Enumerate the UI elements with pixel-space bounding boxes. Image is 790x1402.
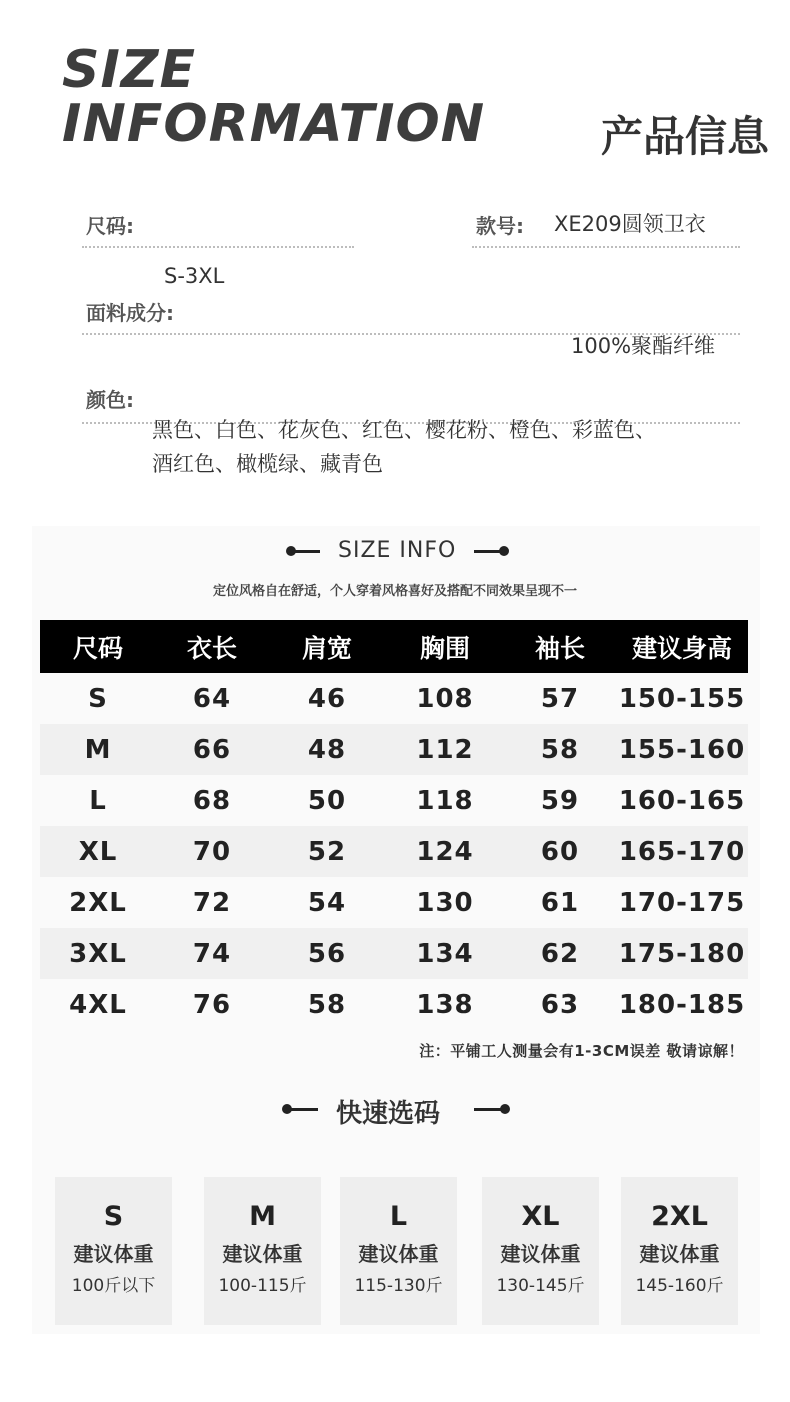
color-values-line1: 黑色、白色、花灰色、红色、樱花粉、橙色、彩蓝色、 <box>152 418 656 442</box>
card-range: 130-145斤 <box>496 1276 585 1296</box>
heading-dot-right <box>499 546 509 556</box>
table-cell: 46 <box>307 683 347 714</box>
table-cell: 62 <box>504 928 616 979</box>
title-cn: 产品信息 <box>601 112 770 161</box>
size-value: S-3XL <box>164 264 225 288</box>
size-info-heading: SIZE INFO <box>338 538 457 563</box>
table-cell: 76 <box>192 989 232 1020</box>
table-cell: M <box>40 724 156 775</box>
table-row <box>40 724 748 775</box>
table-cell: 59 <box>540 785 580 816</box>
fabric-label: 面料成分: <box>86 301 174 325</box>
table-row <box>40 775 748 826</box>
col-header-length: 衣长 <box>156 620 268 673</box>
card-label: 建议体重 <box>222 1242 303 1266</box>
table-cell: 58 <box>504 724 616 775</box>
size-card-m[interactable] <box>204 1177 321 1325</box>
table-cell: 4XL <box>69 989 127 1020</box>
table-cell: 58 <box>307 989 347 1020</box>
table-cell: 130 <box>416 887 474 918</box>
color-label: 颜色: <box>86 388 134 412</box>
table-cell: 61 <box>540 887 580 918</box>
col-header-height: 建议身高 <box>616 620 748 673</box>
table-cell: 118 <box>416 785 474 816</box>
table-cell: 68 <box>192 785 232 816</box>
card-label: 建议体重 <box>500 1242 581 1266</box>
color-values-line2: 酒红色、橄榄绿、藏青色 <box>152 452 383 476</box>
table-cell: 57 <box>540 683 580 714</box>
table-row <box>40 826 748 877</box>
table-cell: 52 <box>268 826 386 877</box>
card-label: 建议体重 <box>73 1242 154 1266</box>
card-range: 145-160斤 <box>635 1276 724 1296</box>
style-value: XE209圆领卫衣 <box>554 212 706 236</box>
table-cell: 56 <box>268 928 386 979</box>
table-cell: 165-170 <box>616 826 748 877</box>
size-card-s[interactable] <box>55 1177 172 1325</box>
table-cell: 50 <box>307 785 347 816</box>
table-cell: S <box>88 683 108 714</box>
size-table-header <box>40 620 748 673</box>
size-label: 尺码: <box>86 214 134 238</box>
table-row <box>40 979 748 1030</box>
card-size: S <box>103 1201 124 1232</box>
card-size: M <box>249 1201 276 1232</box>
card-size: L <box>389 1201 408 1232</box>
card-range: 115-130斤 <box>354 1276 443 1296</box>
size-info-subtitle: 定位风格自在舒适，个人穿着风格喜好及搭配不同效果呈现不一 <box>212 584 577 599</box>
card-range: 100-115斤 <box>218 1276 307 1296</box>
table-cell: 54 <box>307 887 347 918</box>
title-line-information: INFORMATION <box>62 94 486 154</box>
card-size: XL <box>521 1201 560 1232</box>
table-cell: 124 <box>386 826 504 877</box>
table-cell: 64 <box>192 683 232 714</box>
card-range: 100斤以下 <box>71 1276 156 1296</box>
size-card-2xl[interactable] <box>621 1177 738 1325</box>
table-cell: 155-160 <box>616 724 748 775</box>
style-label: 款号: <box>476 214 524 238</box>
table-cell: 48 <box>268 724 386 775</box>
quick-dot-right <box>500 1104 510 1114</box>
size-card-l[interactable] <box>340 1177 457 1325</box>
table-cell: 138 <box>416 989 474 1020</box>
table-cell: 112 <box>386 724 504 775</box>
quick-select-heading: 快速选码 <box>336 1099 441 1129</box>
size-table <box>40 620 748 1030</box>
table-cell: 150-155 <box>618 683 746 714</box>
table-cell: XL <box>40 826 156 877</box>
table-cell: 72 <box>192 887 232 918</box>
title-line-size: SIZE <box>62 40 197 100</box>
table-cell: 60 <box>504 826 616 877</box>
table-cell: 108 <box>416 683 474 714</box>
card-label: 建议体重 <box>639 1242 720 1266</box>
table-cell: 180-185 <box>618 989 746 1020</box>
col-header-shoulder: 肩宽 <box>268 620 386 673</box>
table-cell: 3XL <box>40 928 156 979</box>
quick-line-left <box>286 1108 318 1111</box>
table-cell: 66 <box>156 724 268 775</box>
col-header-chest: 胸围 <box>386 620 504 673</box>
table-cell: 70 <box>156 826 268 877</box>
card-label: 建议体重 <box>358 1242 439 1266</box>
table-row <box>40 928 748 979</box>
card-size: 2XL <box>651 1201 708 1232</box>
table-cell: 160-165 <box>618 785 746 816</box>
table-row <box>40 673 748 724</box>
table-row <box>40 877 748 928</box>
table-cell: 74 <box>156 928 268 979</box>
table-cell: 170-175 <box>618 887 746 918</box>
table-cell: 175-180 <box>616 928 748 979</box>
col-header-sleeve: 袖长 <box>504 620 616 673</box>
measurement-note: 注：平铺工人测量会有1-3CM误差 敬请谅解！ <box>419 1042 744 1060</box>
table-cell: 63 <box>540 989 580 1020</box>
style-divider <box>472 246 740 248</box>
fabric-value: 100%聚酯纤维 <box>571 334 716 358</box>
heading-line-left <box>290 550 320 553</box>
col-header-size: 尺码 <box>40 620 156 673</box>
size-card-xl[interactable] <box>482 1177 599 1325</box>
table-cell: 134 <box>386 928 504 979</box>
table-cell: L <box>89 785 107 816</box>
table-cell: 2XL <box>69 887 127 918</box>
size-divider <box>82 246 354 248</box>
